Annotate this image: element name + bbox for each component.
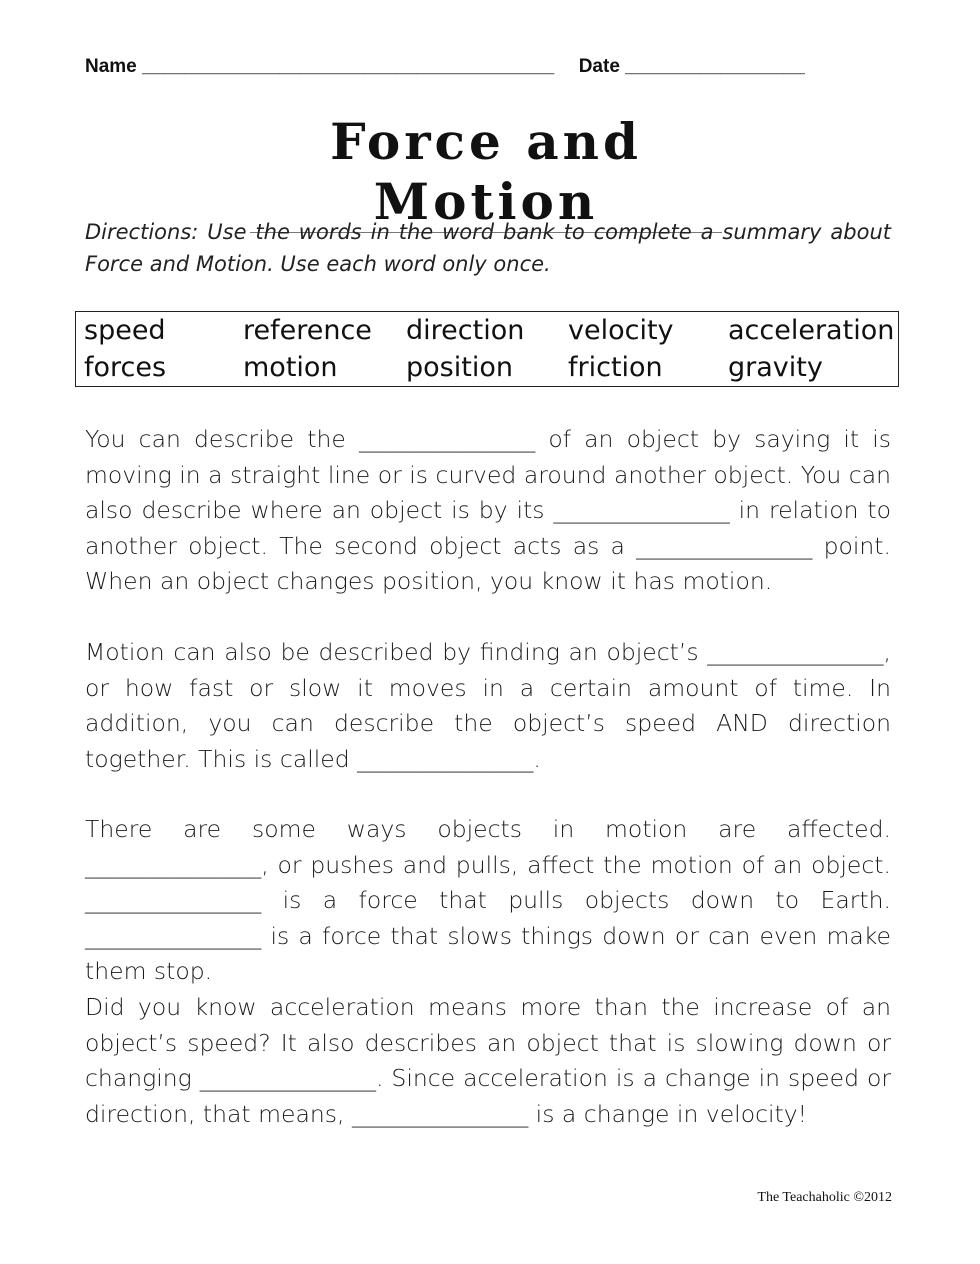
word-bank-item: acceleration	[728, 315, 895, 346]
name-label: Name	[85, 56, 137, 77]
name-date-row	[85, 56, 885, 78]
name-blank[interactable]: _______________________________________	[142, 56, 555, 77]
word-bank-item: velocity	[568, 315, 674, 346]
word-bank-item: friction	[568, 352, 663, 383]
word-bank-row-2	[84, 349, 823, 386]
date-blank[interactable]: _________________	[625, 56, 805, 77]
directions-text: Directions: Use the words in the word bank to complete a summary about Force and Motion. Use each word only once.	[85, 220, 891, 276]
word-bank-item: motion	[243, 352, 338, 383]
date-label: Date	[578, 56, 620, 77]
word-bank-item: gravity	[728, 352, 823, 383]
word-bank-item: reference	[243, 315, 372, 346]
paragraph-4: Did you know acceleration means more than the increase of an object’s speed? It also describes an object that is slowing down or changing _______________. Since acceleration is a change in speed or direction, that means, _______________ is a change in velocity!	[85, 993, 891, 1128]
paragraph-1: You can describe the _______________ of an object by saying it is moving in a straight line or is curved around another object. You can also describe where an object is by its _______________ in relation to another object. The second object acts as a _______________ point. When an object changes position, you know it has motion.	[85, 425, 891, 595]
word-bank-row-1	[84, 312, 894, 349]
word-bank-item: position	[406, 352, 513, 383]
word-bank	[75, 311, 899, 387]
paragraph-2: Motion can also be described by finding an object’s _______________, or how fast or slow it moves in a certain amount of time. In addition, you can describe the object’s speed AND direction together. This is called _______________.	[85, 638, 891, 773]
word-bank-item: direction	[406, 315, 525, 346]
copyright-footer: The Teachaholic ©2012	[757, 1190, 892, 1205]
paragraph-3: There are some ways objects in motion are affected. _______________, or pushes and pulls, affect the motion of an object. _______________ is a force that pulls objects down to Earth. _______________ is a force that slows things down or can even make them stop.	[85, 815, 891, 985]
page-title: Force and Motion	[250, 112, 722, 233]
word-bank-item: forces	[84, 352, 167, 383]
word-bank-item: speed	[84, 315, 166, 346]
